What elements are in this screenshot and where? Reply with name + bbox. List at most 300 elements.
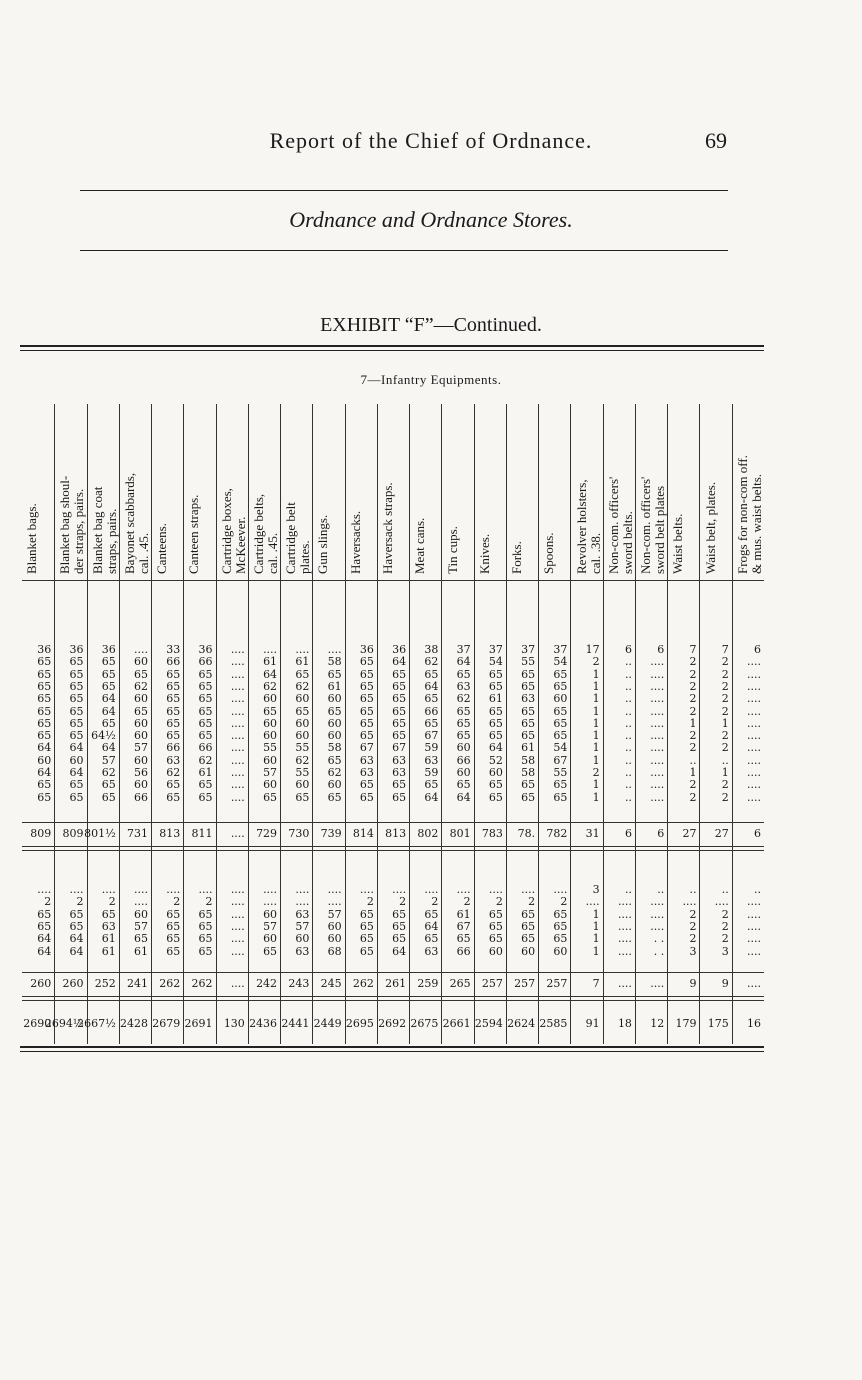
table-cell: 1 [592, 778, 600, 792]
table-column [441, 404, 473, 1044]
table-cell: .... [327, 895, 342, 909]
table-column [345, 404, 377, 1044]
table-cell: .... [746, 907, 761, 921]
table-column [409, 404, 441, 1044]
table-cell: 65 [37, 679, 52, 693]
subtotal-cell: 809 [30, 827, 52, 840]
table-column [119, 404, 151, 1044]
column-header: Gun slings. [315, 514, 331, 574]
table-cell: 2 [721, 679, 729, 693]
table-cell: 65 [37, 655, 52, 669]
table-cell: 1 [592, 716, 600, 730]
table-cell: 64 [456, 655, 471, 669]
table-cell: .... [746, 919, 761, 933]
table-cell: 36 [69, 643, 84, 656]
table-cell: 58 [521, 753, 536, 767]
grand-total-cell: 2692 [378, 1017, 407, 1030]
column-header: Non-com. officers' sword belt plates [638, 476, 668, 574]
table-cell: 65 [392, 919, 407, 933]
table-cell: 2 [689, 729, 697, 743]
column-header: Haversacks. [347, 510, 363, 574]
table-cell: 65 [456, 667, 471, 681]
table-cell: 57 [327, 907, 342, 921]
table-cell: 2 [721, 667, 729, 681]
table-column [280, 404, 312, 1044]
table-cell: .... [617, 944, 632, 958]
subtotal-cell: 6 [753, 827, 761, 840]
table-cell: 55 [521, 655, 536, 669]
table-cell: 64 [101, 692, 116, 706]
table-cell: .... [230, 729, 245, 743]
table-cell: 60 [295, 692, 310, 706]
table-cell: 2 [399, 895, 407, 909]
table-cell: .... [746, 778, 761, 792]
subtotal-cell: 809 [62, 827, 84, 840]
table-cell: 67 [359, 741, 374, 755]
table-cell: 65 [37, 919, 52, 933]
subtotal-cell: 782 [546, 827, 568, 840]
table-cell: 7 [721, 643, 729, 656]
table-cell: 65 [488, 679, 503, 693]
top-rule [80, 190, 728, 191]
table-cell: .... [650, 895, 665, 909]
table-cell: .. [689, 883, 697, 896]
table-cell: 65 [69, 692, 84, 706]
table-cell: 64 [263, 667, 278, 681]
subtotal-cell: 27 [682, 827, 697, 840]
section-title: 7—Infantry Equipments. [360, 372, 502, 387]
table-cell: 62 [456, 692, 471, 706]
table-cell: 60 [327, 919, 342, 933]
table-cell: 65 [69, 919, 84, 933]
table-cell: 55 [295, 741, 310, 755]
table-column [216, 404, 248, 1044]
table-column [699, 404, 731, 1044]
table-cell: 68 [327, 944, 342, 958]
table-cell: 60 [553, 944, 568, 958]
subtotal-cell: 31 [585, 827, 600, 840]
table-cell: 65 [359, 704, 374, 718]
column-header: Bayonet scabbards, cal. .45. [121, 472, 151, 574]
table-cell: 65 [37, 704, 52, 718]
table-cell: 67 [392, 741, 407, 755]
table-bottom-rule [20, 1046, 764, 1052]
table-cell: 65 [488, 919, 503, 933]
table-cell: 65 [166, 667, 181, 681]
table-cell: 1 [592, 932, 600, 946]
table-cell: 2 [689, 919, 697, 933]
table-cell: .. [624, 790, 632, 804]
table-cell: 64 [69, 944, 84, 958]
grand-total-cell: 2436 [249, 1017, 278, 1030]
table-cell: .... [230, 716, 245, 730]
table-cell: 66 [166, 655, 181, 669]
table-cell: 65 [488, 704, 503, 718]
table-cell: 65 [392, 907, 407, 921]
table-cell: 65 [359, 667, 374, 681]
table-cell: 1 [592, 692, 600, 706]
table-cell: 1 [592, 667, 600, 681]
subtotal-cell: 739 [320, 827, 342, 840]
table-cell: . . [653, 932, 665, 946]
grand-total-cell: 179 [675, 1017, 697, 1030]
table-cell: .. [624, 704, 632, 718]
grand-total-cell: 2441 [281, 1017, 310, 1030]
table-cell: 6 [624, 643, 632, 656]
table-cell: 65 [424, 932, 439, 946]
table-column [603, 404, 635, 1044]
exhibit-title: EXHIBIT “F”—Continued. [320, 314, 542, 336]
table-cell: 65 [488, 716, 503, 730]
table-column [570, 404, 602, 1044]
table-cell: 65 [198, 944, 213, 958]
table-cell: .... [230, 741, 245, 755]
table-cell: 59 [424, 766, 439, 779]
table-cell: 63 [359, 766, 374, 779]
table-cell: .... [359, 883, 374, 896]
table-cell: 65 [488, 667, 503, 681]
table-cell: 65 [101, 716, 116, 730]
table-cell: 61 [263, 655, 278, 669]
subtotal-cell: 813 [385, 827, 407, 840]
table-cell: 54 [553, 655, 568, 669]
table-column [667, 404, 699, 1044]
table-cell: 37 [553, 643, 568, 656]
table-cell: 64 [456, 790, 471, 804]
table-cell: 65 [521, 716, 536, 730]
table-cell: 61 [198, 766, 213, 779]
table-cell: 65 [359, 932, 374, 946]
table-cell: 65 [37, 790, 52, 804]
table-cell: 65 [37, 692, 52, 706]
table-cell: .. [624, 692, 632, 706]
table-cell: .... [617, 932, 632, 946]
table-cell: 37 [456, 643, 471, 656]
table-cell: 60 [263, 692, 278, 706]
table-cell: .. [624, 655, 632, 669]
table-cell: 58 [521, 766, 536, 779]
table-cell: 65 [69, 790, 84, 804]
table-cell: 60 [327, 932, 342, 946]
table-cell: 63 [424, 944, 439, 958]
table-cell: 65 [198, 704, 213, 718]
table-cell: 65 [101, 667, 116, 681]
table-cell: 1 [689, 766, 697, 779]
subtotal-cell: 802 [417, 827, 439, 840]
table-cell: 65 [521, 778, 536, 792]
table-cell: .... [230, 932, 245, 946]
table-cell: 64 [69, 741, 84, 755]
table-cell: 66 [456, 944, 471, 958]
table-cell: 57 [134, 741, 149, 755]
table-cell: .... [682, 895, 697, 909]
column-header: Frogs for non-com off. & mus. waist belts. [734, 455, 764, 574]
table-cell: 57 [134, 919, 149, 933]
subtotal-cell: 6 [657, 827, 665, 840]
table-cell: 65 [101, 907, 116, 921]
table-cell: 65 [521, 907, 536, 921]
table-cell: .... [746, 704, 761, 718]
grand-total-cell: 2449 [313, 1017, 342, 1030]
table-cell: .... [230, 919, 245, 933]
table-cell: 65 [553, 919, 568, 933]
table-cell: 1 [592, 907, 600, 921]
table-cell: .... [650, 679, 665, 693]
table-cell: 36 [359, 643, 374, 656]
table-cell: 1 [592, 790, 600, 804]
grand-total-cell: 12 [650, 1017, 665, 1030]
table-cell: 65 [327, 667, 342, 681]
table-cell: .... [295, 895, 310, 909]
table-cell: 2 [721, 907, 729, 921]
table-cell: 65 [69, 907, 84, 921]
table-cell: .... [134, 895, 149, 909]
subtotal-cell: 252 [94, 977, 116, 990]
table-cell: 66 [456, 753, 471, 767]
infantry-equipments-table [22, 404, 764, 1044]
table-cell: 65 [392, 667, 407, 681]
table-cell: 64 [69, 766, 84, 779]
table-cell: 60 [295, 778, 310, 792]
table-column [248, 404, 280, 1044]
table-cell: 64 [424, 790, 439, 804]
table-cell: 65 [359, 919, 374, 933]
table-cell: 1 [592, 919, 600, 933]
table-cell: 60 [327, 778, 342, 792]
table-cell: 58 [327, 741, 342, 755]
grand-total-cell: 18 [617, 1017, 632, 1030]
subtotal-cell: 257 [546, 977, 568, 990]
table-cell: 60 [553, 692, 568, 706]
table-cell: 65 [488, 932, 503, 946]
table-cell: 57 [295, 919, 310, 933]
table-cell: 67 [424, 729, 439, 743]
table-cell: 60 [134, 753, 149, 767]
table-cell: 57 [101, 753, 116, 767]
table-cell: 65 [134, 667, 149, 681]
subtotal-cell: .... [650, 977, 665, 990]
table-cell: 65 [166, 932, 181, 946]
table-cell: 65 [69, 655, 84, 669]
running-head [0, 128, 862, 154]
table-cell: 1 [721, 766, 729, 779]
table-cell: 65 [359, 944, 374, 958]
subtotal-cell: 243 [288, 977, 310, 990]
table-cell: 65 [295, 790, 310, 804]
table-cell: .... [230, 766, 245, 779]
column-header: Cartridge belt plates. [283, 502, 313, 574]
table-cell: 65 [359, 655, 374, 669]
table-cell: 65 [553, 778, 568, 792]
table-cell: 55 [263, 741, 278, 755]
subtotal-cell: 9 [689, 977, 697, 990]
table-cell: 65 [166, 679, 181, 693]
table-cell: 2 [108, 895, 116, 909]
table-cell: .... [617, 895, 632, 909]
table-cell: 65 [37, 907, 52, 921]
table-cell: 63 [456, 679, 471, 693]
table-cell: 62 [424, 655, 439, 669]
table-cell: 65 [198, 716, 213, 730]
table-cell: 60 [488, 944, 503, 958]
table-cell: 2 [205, 895, 213, 909]
table-cell: 65 [392, 729, 407, 743]
table-cell: .... [521, 883, 536, 896]
table-cell: .... [101, 883, 116, 896]
table-cell: 2 [76, 895, 84, 909]
table-cell: 60 [134, 778, 149, 792]
table-cell: 65 [101, 679, 116, 693]
table-cell: 62 [295, 679, 310, 693]
table-cell: .... [134, 643, 149, 656]
table-cell: 60 [134, 907, 149, 921]
table-cell: .... [650, 753, 665, 767]
table-cell: 65 [69, 778, 84, 792]
column-header: Tin cups. [444, 526, 460, 574]
table-cell: .... [327, 643, 342, 656]
table-cell: 64 [37, 944, 52, 958]
table-cell: 1 [592, 729, 600, 743]
column-header: Cartridge belts, cal. .45. [250, 493, 280, 574]
table-cell: 2 [721, 704, 729, 718]
table-cell: 60 [295, 729, 310, 743]
table-cell: 2 [689, 679, 697, 693]
table-cell: 65 [37, 729, 52, 743]
table-cell: 63 [101, 919, 116, 933]
table-cell: 3 [592, 883, 600, 896]
table-cell: .... [746, 679, 761, 693]
subtotal-cell: .... [746, 977, 761, 990]
table-cell: 63 [392, 766, 407, 779]
table-cell: .... [230, 643, 245, 656]
table-cell: 2 [592, 766, 600, 779]
column-header: Meat cans. [412, 517, 428, 574]
table-cell: .. [689, 753, 697, 767]
table-cell: .... [69, 883, 84, 896]
table-cell: 55 [295, 766, 310, 779]
table-cell: .. [624, 778, 632, 792]
table-cell: .... [746, 790, 761, 804]
column-header: Knives. [476, 533, 492, 574]
table-cell: 60 [263, 753, 278, 767]
table-column [732, 404, 764, 1044]
table-cell: 17 [585, 643, 600, 656]
table-cell: 65 [69, 716, 84, 730]
table-cell: 63 [359, 753, 374, 767]
table-cell: .. [624, 883, 632, 896]
table-cell: 64 [424, 679, 439, 693]
table-cell: 6 [657, 643, 665, 656]
table-cell: 65 [553, 679, 568, 693]
table-cell: .... [746, 692, 761, 706]
subtotal-cell: 813 [159, 827, 181, 840]
table-cell: 65 [263, 704, 278, 718]
subtotal-cell: 811 [191, 827, 213, 840]
table-cell: 65 [392, 704, 407, 718]
table-cell: 59 [424, 741, 439, 755]
table-cell: 60 [134, 655, 149, 669]
table-cell: .... [456, 883, 471, 896]
table-cell: 64 [392, 944, 407, 958]
table-cell: 65 [553, 907, 568, 921]
table-cell: 65 [327, 753, 342, 767]
table-cell: .... [746, 766, 761, 779]
table-cell: 65 [198, 692, 213, 706]
table-cell: 60 [327, 716, 342, 730]
table-cell: 65 [198, 907, 213, 921]
table-cell: 65 [392, 932, 407, 946]
grand-total-cell: 2690 [23, 1017, 52, 1030]
table-cell: 65 [553, 729, 568, 743]
table-cell: 60 [134, 692, 149, 706]
table-cell: 66 [198, 741, 213, 755]
table-cell: 2 [366, 895, 374, 909]
table-cell: .... [714, 895, 729, 909]
table-cell: 65 [69, 704, 84, 718]
table-cell: 2 [689, 907, 697, 921]
table-cell: 2 [560, 895, 568, 909]
table-cell: 65 [521, 932, 536, 946]
table-cell: .... [327, 883, 342, 896]
table-cell: 65 [198, 919, 213, 933]
table-cell: 65 [198, 932, 213, 946]
table-cell: 2 [689, 667, 697, 681]
table-cell: .... [617, 907, 632, 921]
table-cell: 2 [463, 895, 471, 909]
table-cell: 65 [488, 778, 503, 792]
table-cell: 2 [689, 778, 697, 792]
table-cell: 65 [456, 729, 471, 743]
subtotal-cell: 259 [417, 977, 439, 990]
table-cell: .... [263, 643, 278, 656]
table-cell: 65 [198, 729, 213, 743]
table-cell: 60 [69, 753, 84, 767]
table-cell: .... [37, 883, 52, 896]
table-cell: 65 [521, 919, 536, 933]
table-cell: 65 [424, 667, 439, 681]
table-cell: .. [721, 883, 729, 896]
table-cell: 65 [69, 729, 84, 743]
table-cell: 65 [392, 679, 407, 693]
table-cell: .. [624, 679, 632, 693]
table-cell: .... [198, 883, 213, 896]
table-cell: 2 [689, 692, 697, 706]
table-cell: .... [746, 741, 761, 755]
subtotal-cell: 260 [62, 977, 84, 990]
table-cell: 64 [392, 655, 407, 669]
table-cell: 61 [134, 944, 149, 958]
grand-total-cell: 2428 [120, 1017, 149, 1030]
table-cell: 65 [166, 716, 181, 730]
table-cell: .. [624, 741, 632, 755]
table-cell: 61 [101, 944, 116, 958]
table-cell: 1 [592, 741, 600, 755]
table-cell: 57 [263, 766, 278, 779]
table-cell: 3 [689, 944, 697, 958]
table-cell: 65 [424, 692, 439, 706]
table-cell: .. [624, 753, 632, 767]
table-cell: 65 [166, 778, 181, 792]
table-cell: 65 [424, 716, 439, 730]
table-cell: 56 [134, 766, 149, 779]
grand-total-cell: 175 [707, 1017, 729, 1030]
table-cell: 62 [327, 766, 342, 779]
grand-total-cell: 2594 [474, 1017, 503, 1030]
grand-total-cell: 2675 [410, 1017, 439, 1030]
table-cell: 64 [101, 704, 116, 718]
table-cell: 2 [689, 932, 697, 946]
table-cell: .... [650, 704, 665, 718]
